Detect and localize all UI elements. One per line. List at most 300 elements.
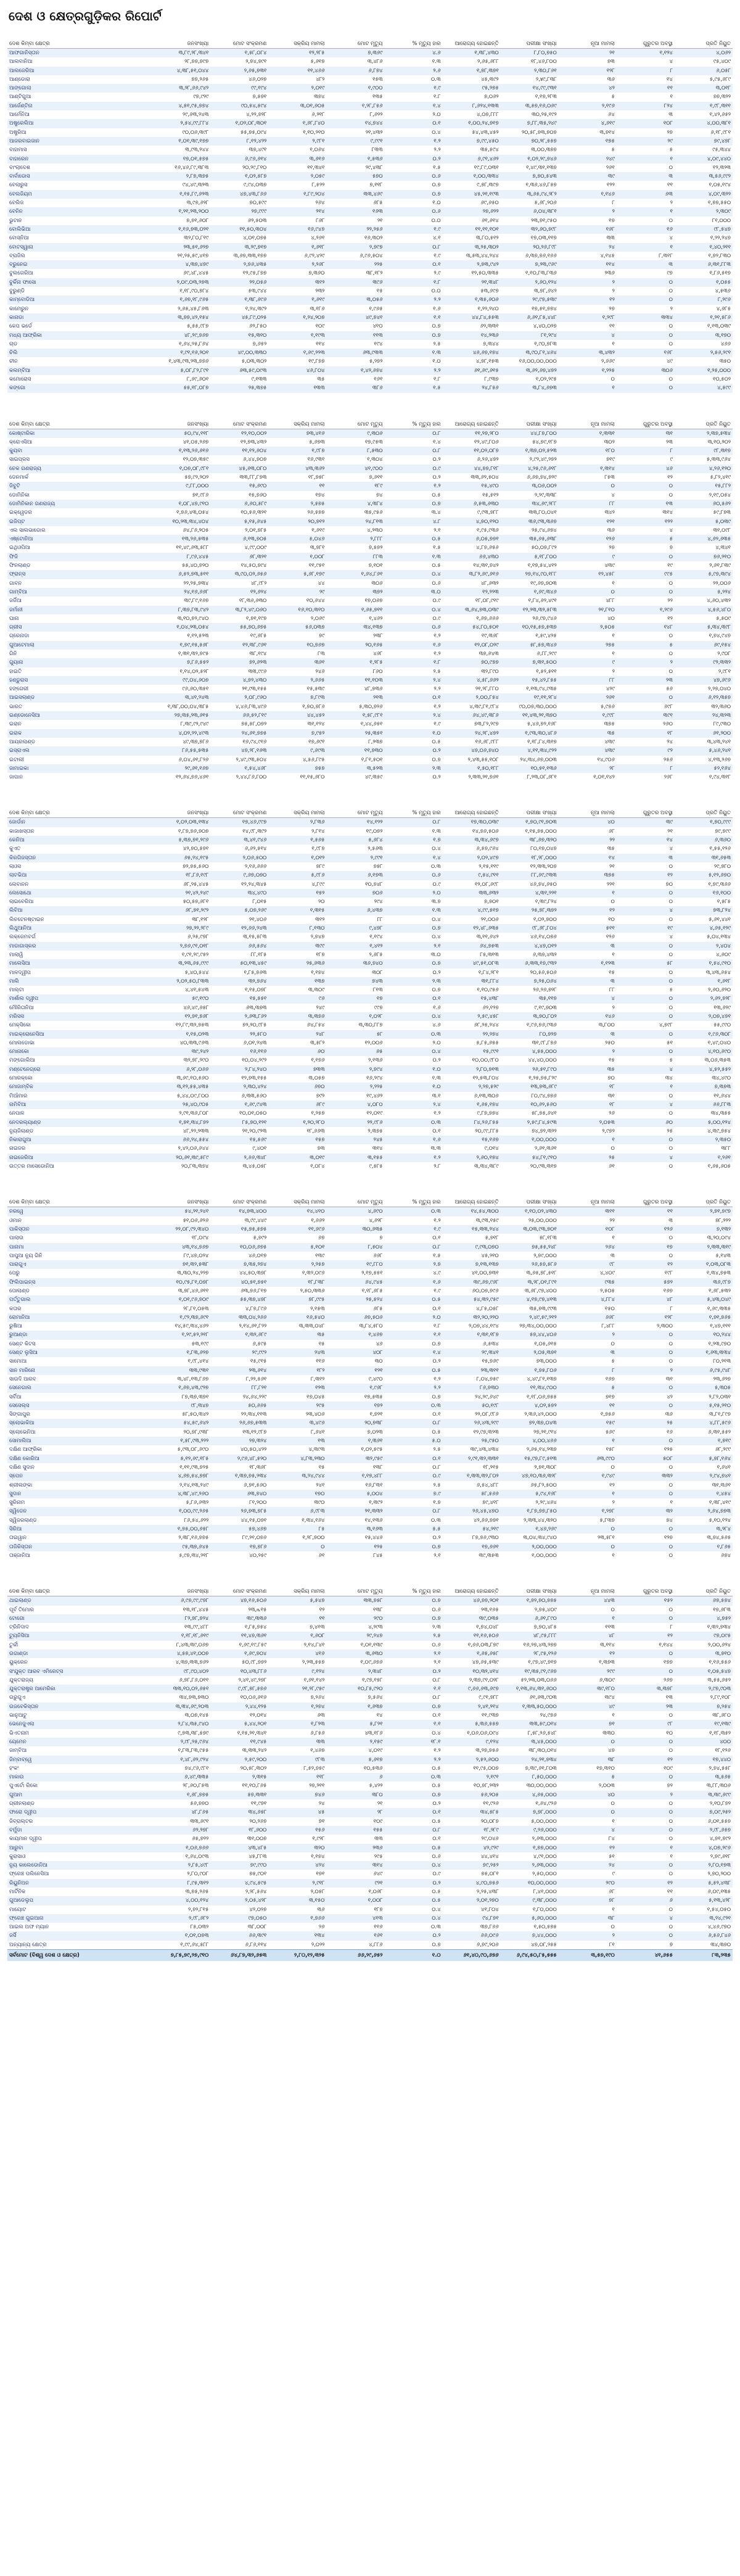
table-row[interactable] bbox=[7, 1092, 733, 1100]
table-row[interactable] bbox=[7, 1136, 733, 1144]
table-row[interactable] bbox=[7, 1047, 733, 1056]
table-row[interactable] bbox=[7, 1278, 733, 1287]
column-header[interactable]: ଦେଶ କିମ୍ବା କ୍ଷେତ୍ର bbox=[7, 799, 152, 818]
table-row[interactable] bbox=[7, 1799, 733, 1808]
table-row[interactable] bbox=[7, 1711, 733, 1720]
table-row[interactable] bbox=[7, 1162, 733, 1171]
column-header[interactable]: ପ୍ରତି ନିୟୁତ bbox=[675, 1188, 733, 1207]
table-row[interactable] bbox=[7, 447, 733, 455]
table-row[interactable] bbox=[7, 1808, 733, 1817]
table-row[interactable] bbox=[7, 146, 733, 154]
column-header[interactable]: ଦେଶ କିମ୍ବା କ୍ଷେତ୍ର bbox=[7, 410, 152, 429]
table-row[interactable] bbox=[7, 1056, 733, 1065]
table-row[interactable] bbox=[7, 1658, 733, 1667]
column-header[interactable]: ଗୁରୁତର ଅବସ୍ଥା bbox=[617, 410, 675, 429]
table-row[interactable] bbox=[7, 199, 733, 207]
table-row[interactable] bbox=[7, 1923, 733, 1931]
table-row[interactable] bbox=[7, 693, 733, 702]
column-header[interactable]: ନୂଆ ମାମଲା bbox=[559, 410, 617, 429]
table-row[interactable] bbox=[7, 1914, 733, 1923]
table-row[interactable] bbox=[7, 1931, 733, 1940]
table-row[interactable] bbox=[7, 1507, 733, 1516]
table-row[interactable] bbox=[7, 1393, 733, 1402]
table-row[interactable] bbox=[7, 1941, 733, 1950]
table-row[interactable] bbox=[7, 561, 733, 570]
table-row[interactable] bbox=[7, 623, 733, 632]
value-cell: ୧୦,୫୬,୩୨୧ bbox=[210, 508, 268, 517]
value-cell: ୧,୭୯,୩୬୬ bbox=[675, 880, 733, 889]
table-row[interactable] bbox=[7, 1844, 733, 1852]
column-header[interactable]: % ମୃତ୍ୟୁ ହାର bbox=[385, 1577, 443, 1596]
table-row[interactable] bbox=[7, 260, 733, 269]
table-row[interactable] bbox=[7, 1516, 733, 1525]
table-row[interactable] bbox=[7, 1896, 733, 1905]
table-row[interactable] bbox=[7, 871, 733, 880]
value-cell: ୩୫,୭୩,୯୯୩ bbox=[501, 1305, 559, 1313]
table-row[interactable] bbox=[7, 1109, 733, 1118]
table-row[interactable] bbox=[7, 1826, 733, 1835]
table-row[interactable] bbox=[7, 1225, 733, 1234]
value-cell: ୩,୨୦,୦୯୪ bbox=[675, 1234, 733, 1242]
table-row[interactable] bbox=[7, 827, 733, 836]
table-row[interactable] bbox=[7, 1525, 733, 1534]
table-row[interactable] bbox=[7, 1649, 733, 1658]
table-row[interactable] bbox=[7, 889, 733, 898]
table-row[interactable] bbox=[7, 473, 733, 482]
table-row[interactable] bbox=[7, 1100, 733, 1109]
value-cell: ୦ bbox=[617, 977, 675, 986]
column-header[interactable]: ଜନସଂଖ୍ୟା bbox=[152, 30, 210, 49]
table-row[interactable] bbox=[7, 1738, 733, 1746]
table-row[interactable] bbox=[7, 553, 733, 561]
table-row[interactable] bbox=[7, 1021, 733, 1030]
column-header[interactable]: ମୋଟ ମୃତ୍ୟୁ bbox=[326, 799, 384, 818]
table-row[interactable] bbox=[7, 535, 733, 543]
table-row[interactable] bbox=[7, 1693, 733, 1702]
table-row[interactable] bbox=[7, 959, 733, 968]
table-row[interactable] bbox=[7, 1596, 733, 1606]
table-row[interactable] bbox=[7, 482, 733, 490]
table-row[interactable] bbox=[7, 128, 733, 137]
table-row[interactable] bbox=[7, 1641, 733, 1649]
value-cell: ୩୩,୮୮,୮୭୩ bbox=[210, 473, 268, 482]
table-row[interactable] bbox=[7, 1154, 733, 1162]
table-row[interactable] bbox=[7, 764, 733, 773]
value-cell: ୩୮ bbox=[559, 1914, 617, 1923]
column-header[interactable]: % ମୃତ୍ୟୁ ହାର bbox=[385, 799, 443, 818]
table-row[interactable] bbox=[7, 1083, 733, 1091]
table-row[interactable] bbox=[7, 1481, 733, 1490]
column-header[interactable]: ନୂଆ ମାମଲା bbox=[559, 799, 617, 818]
table-row[interactable] bbox=[7, 1667, 733, 1676]
table-row[interactable] bbox=[7, 1905, 733, 1914]
column-header[interactable]: ମୋଟ ମୃତ୍ୟୁ bbox=[326, 30, 384, 49]
table-row[interactable] bbox=[7, 526, 733, 535]
table-row[interactable] bbox=[7, 1543, 733, 1551]
value-cell: ୪,୯୧,୦୦୦ bbox=[501, 1852, 559, 1861]
value-cell: ୫୦,୯୪,୧୧୮ bbox=[152, 429, 210, 438]
value-cell: ୬,୨୧୮ bbox=[268, 110, 326, 119]
table-row[interactable] bbox=[7, 1144, 733, 1153]
table-row[interactable] bbox=[7, 1252, 733, 1260]
table-row[interactable] bbox=[7, 942, 733, 951]
table-row[interactable] bbox=[7, 1428, 733, 1437]
table-row[interactable] bbox=[7, 1676, 733, 1685]
table-row[interactable] bbox=[7, 464, 733, 473]
column-header[interactable]: ଗୁରୁତର ଅବସ୍ଥା bbox=[617, 1577, 675, 1596]
value-cell: ୬୨,୧୨୭ bbox=[443, 1004, 501, 1012]
table-row[interactable] bbox=[7, 606, 733, 614]
table-row[interactable] bbox=[7, 172, 733, 181]
table-row[interactable] bbox=[7, 1234, 733, 1242]
table-row[interactable] bbox=[7, 1879, 733, 1888]
table-row[interactable] bbox=[7, 1366, 733, 1375]
value-cell: ୧.୮ bbox=[385, 1322, 443, 1331]
value-cell: ୩୧ bbox=[559, 1092, 617, 1100]
column-header[interactable]: ଜନସଂଖ୍ୟା bbox=[152, 1188, 210, 1207]
table-row[interactable] bbox=[7, 836, 733, 844]
value-cell: ୨,୬୬,୩୪୮ bbox=[210, 1154, 268, 1162]
table-row[interactable] bbox=[7, 49, 733, 58]
table-row[interactable] bbox=[7, 163, 733, 172]
table-row[interactable] bbox=[7, 1781, 733, 1790]
table-row[interactable] bbox=[7, 500, 733, 508]
table-row[interactable] bbox=[7, 1703, 733, 1711]
table-row[interactable] bbox=[7, 57, 733, 66]
table-row[interactable] bbox=[7, 243, 733, 252]
table-row[interactable] bbox=[7, 1498, 733, 1507]
value-cell: ୨୨,୦୫୬ bbox=[210, 278, 268, 287]
value-cell: ୪ bbox=[617, 57, 675, 66]
column-header[interactable]: ପ୍ରତି ନିୟୁତ bbox=[675, 799, 733, 818]
column-header[interactable]: ମୋଟ ସଂକ୍ରମଣ bbox=[210, 1188, 268, 1207]
table-row[interactable] bbox=[7, 67, 733, 75]
column-header[interactable]: ଆରୋଗ୍ୟ ହୋଇଛନ୍ତି bbox=[443, 1577, 501, 1596]
table-row[interactable] bbox=[7, 667, 733, 676]
value-cell: ୪,୪୭,୦୧୨ bbox=[501, 942, 559, 951]
table-row[interactable] bbox=[7, 340, 733, 349]
table-row[interactable] bbox=[7, 1012, 733, 1021]
table-row[interactable] bbox=[7, 155, 733, 163]
value-cell: ୬,୦୧,୫୫୭ bbox=[675, 1817, 733, 1826]
value-cell: ୫,୪୬,୨୪୧ bbox=[675, 746, 733, 755]
table-row[interactable] bbox=[7, 322, 733, 331]
value-cell: ୧,୧୨୪ bbox=[617, 49, 675, 58]
table-row[interactable] bbox=[7, 225, 733, 234]
column-header[interactable]: ପ୍ରତି ନିୟୁତ bbox=[675, 1577, 733, 1596]
table-row[interactable] bbox=[7, 738, 733, 746]
value-cell: ୪,୫୨,୫୫୨ bbox=[675, 1065, 733, 1074]
value-cell: ୩୫,୯୫୬ bbox=[326, 508, 384, 517]
value-cell: ୨,୭୪୭ bbox=[268, 933, 326, 941]
value-cell: ୧,୦୫୫ bbox=[675, 278, 733, 287]
value-cell: ୫୩,୧୯୯ bbox=[152, 1340, 210, 1348]
value-cell: ୨୧,୨୮,୯୫୯ bbox=[268, 1685, 326, 1693]
table-row[interactable] bbox=[7, 1305, 733, 1313]
table-row[interactable] bbox=[7, 1729, 733, 1738]
table-row[interactable] bbox=[7, 614, 733, 623]
table-row[interactable] bbox=[7, 102, 733, 110]
table-row[interactable] bbox=[7, 1269, 733, 1278]
table-row[interactable] bbox=[7, 854, 733, 862]
column-header[interactable]: ସକ୍ରିୟ ମାମଲା bbox=[268, 410, 326, 429]
table-row[interactable] bbox=[7, 1870, 733, 1878]
table-row[interactable] bbox=[7, 1260, 733, 1269]
table-row[interactable] bbox=[7, 207, 733, 216]
value-cell: ୧୦,୮୫,୯୨୦ bbox=[326, 1685, 384, 1693]
table-row[interactable] bbox=[7, 1551, 733, 1560]
column-header[interactable]: ପ୍ରତି ନିୟୁତ bbox=[675, 410, 733, 429]
table-row[interactable] bbox=[7, 1118, 733, 1127]
table-row[interactable] bbox=[7, 1348, 733, 1357]
table-row[interactable] bbox=[7, 1720, 733, 1728]
table-row[interactable] bbox=[7, 110, 733, 119]
table-row[interactable] bbox=[7, 518, 733, 526]
column-header[interactable]: ଦେଶ କିମ୍ବା କ୍ଷେତ୍ର bbox=[7, 1577, 152, 1596]
table-row[interactable] bbox=[7, 1127, 733, 1136]
table-row[interactable] bbox=[7, 508, 733, 517]
total-label: ସର୍ବମୋଟ (ବିଶ୍ୱ ଦେଶ ଓ କ୍ଷେତ୍ର) bbox=[7, 1950, 152, 1962]
table-row[interactable] bbox=[7, 1888, 733, 1896]
country-name-cell: ଗୁୟାନା bbox=[7, 658, 152, 667]
value-cell: ୪୦ bbox=[559, 614, 617, 623]
country-name-cell: କିରଗିଜସ୍ତାନ bbox=[7, 854, 152, 862]
table-row[interactable] bbox=[7, 915, 733, 924]
column-header[interactable]: ଜନସଂଖ୍ୟା bbox=[152, 410, 210, 429]
table-row[interactable] bbox=[7, 746, 733, 755]
value-cell: ୦.୧ bbox=[385, 119, 443, 128]
column-header[interactable]: ମୋଟ ସଂକ୍ରମଣ bbox=[210, 799, 268, 818]
value-cell: ୯୯୫ bbox=[617, 570, 675, 579]
table-row[interactable] bbox=[7, 1685, 733, 1693]
value-cell: ୧,୧୭୪ bbox=[268, 968, 326, 977]
table-row[interactable] bbox=[7, 1817, 733, 1826]
table-row[interactable] bbox=[7, 1614, 733, 1623]
table-row[interactable] bbox=[7, 366, 733, 375]
column-header[interactable]: ଆରୋଗ୍ୟ ହୋଇଛନ୍ତି bbox=[443, 799, 501, 818]
table-row[interactable] bbox=[7, 137, 733, 146]
table-row[interactable] bbox=[7, 1791, 733, 1799]
table-row[interactable] bbox=[7, 1490, 733, 1498]
table-row[interactable] bbox=[7, 658, 733, 667]
table-row[interactable] bbox=[7, 1455, 733, 1463]
table-row[interactable] bbox=[7, 1074, 733, 1083]
table-row[interactable] bbox=[7, 1756, 733, 1764]
table-row[interactable] bbox=[7, 880, 733, 889]
table-row[interactable] bbox=[7, 543, 733, 552]
column-header[interactable]: ପରୀକ୍ଷା ସଂଖ୍ୟା bbox=[501, 410, 559, 429]
column-header[interactable]: ମୋଟ ସଂକ୍ରମଣ bbox=[210, 1577, 268, 1596]
table-row[interactable] bbox=[7, 1331, 733, 1339]
table-row[interactable] bbox=[7, 1773, 733, 1781]
table-row[interactable] bbox=[7, 994, 733, 1003]
column-header[interactable]: ସକ୍ରିୟ ମାମଲା bbox=[268, 799, 326, 818]
value-cell: ୨.୮ bbox=[385, 1162, 443, 1171]
table-row[interactable] bbox=[7, 650, 733, 658]
table-row[interactable] bbox=[7, 1764, 733, 1773]
table-row[interactable] bbox=[7, 1472, 733, 1480]
table-row[interactable] bbox=[7, 287, 733, 295]
table-row[interactable] bbox=[7, 1463, 733, 1472]
table-row[interactable] bbox=[7, 438, 733, 447]
column-header[interactable]: ପରୀକ୍ଷା ସଂଖ୍ୟା bbox=[501, 30, 559, 49]
column-header[interactable]: ନୂଆ ମାମଲା bbox=[559, 1188, 617, 1207]
table-row[interactable] bbox=[7, 313, 733, 322]
table-row[interactable] bbox=[7, 75, 733, 84]
table-row[interactable] bbox=[7, 1402, 733, 1410]
table-row[interactable] bbox=[7, 1419, 733, 1427]
column-header[interactable]: ଆରୋଗ୍ୟ ହୋଇଛନ୍ତି bbox=[443, 1188, 501, 1207]
table-row[interactable] bbox=[7, 1375, 733, 1384]
table-row[interactable] bbox=[7, 1216, 733, 1225]
table-row[interactable] bbox=[7, 357, 733, 366]
column-header[interactable]: ନୂଆ ମାମଲା bbox=[559, 30, 617, 49]
value-cell: ୧,୬୬,୦୩,୮୭୯ bbox=[443, 1641, 501, 1649]
value-cell: ୫,୬୮,୧୭୯ bbox=[268, 570, 326, 579]
table-row[interactable] bbox=[7, 491, 733, 500]
column-header[interactable]: ମୋଟ ସଂକ୍ରମଣ bbox=[210, 30, 268, 49]
column-header[interactable]: ମୋଟ ମୃତ୍ୟୁ bbox=[326, 410, 384, 429]
table-row[interactable] bbox=[7, 641, 733, 650]
table-row[interactable] bbox=[7, 579, 733, 588]
table-row[interactable] bbox=[7, 898, 733, 906]
table-row[interactable] bbox=[7, 720, 733, 729]
column-header[interactable]: % ମୃତ୍ୟୁ ହାର bbox=[385, 1188, 443, 1207]
table-row[interactable] bbox=[7, 84, 733, 93]
table-row[interactable] bbox=[7, 1861, 733, 1870]
table-row[interactable] bbox=[7, 711, 733, 720]
column-header[interactable]: ଗୁରୁତର ଅବସ୍ଥା bbox=[617, 799, 675, 818]
table-row[interactable] bbox=[7, 1287, 733, 1295]
table-row[interactable] bbox=[7, 1835, 733, 1843]
column-header[interactable]: ଦେଶ କିମ୍ବା କ୍ଷେତ୍ର bbox=[7, 30, 152, 49]
table-row[interactable] bbox=[7, 234, 733, 242]
table-row[interactable] bbox=[7, 1207, 733, 1216]
value-cell: ୫୮,୫୦,୩୪୨ bbox=[152, 1410, 210, 1419]
table-row[interactable] bbox=[7, 818, 733, 827]
table-row[interactable] bbox=[7, 729, 733, 738]
table-row[interactable] bbox=[7, 349, 733, 357]
table-row[interactable] bbox=[7, 190, 733, 199]
table-row[interactable] bbox=[7, 968, 733, 977]
value-cell: ୮୧ bbox=[559, 1941, 617, 1950]
column-header[interactable]: ମୋଟ ମୃତ୍ୟୁ bbox=[326, 1577, 384, 1596]
table-row[interactable] bbox=[7, 676, 733, 685]
table-row[interactable] bbox=[7, 1039, 733, 1047]
table-row[interactable] bbox=[7, 977, 733, 986]
column-header[interactable]: % ମୃତ୍ୟୁ ହାର bbox=[385, 410, 443, 429]
column-header[interactable]: ପ୍ରତି ନିୟୁତ bbox=[675, 30, 733, 49]
column-header[interactable]: ପରୀକ୍ଷା ସଂଖ୍ୟା bbox=[501, 1188, 559, 1207]
table-row[interactable] bbox=[7, 862, 733, 871]
value-cell: ୦.୫ bbox=[385, 491, 443, 500]
table-row[interactable] bbox=[7, 588, 733, 597]
column-header[interactable]: ଗୁରୁତର ଅବସ୍ଥା bbox=[617, 30, 675, 49]
column-header[interactable]: ପରୀକ୍ଷା ସଂଖ୍ୟା bbox=[501, 799, 559, 818]
table-row[interactable] bbox=[7, 1623, 733, 1632]
table-row[interactable] bbox=[7, 252, 733, 260]
table-row[interactable] bbox=[7, 906, 733, 915]
table-row[interactable] bbox=[7, 1065, 733, 1074]
value-cell: ୧.୯ bbox=[385, 1287, 443, 1295]
table-row[interactable] bbox=[7, 1340, 733, 1348]
column-header[interactable]: ଆରୋଗ୍ୟ ହୋଇଛନ୍ତି bbox=[443, 30, 501, 49]
table-row[interactable] bbox=[7, 951, 733, 959]
table-row[interactable] bbox=[7, 269, 733, 278]
table-row[interactable] bbox=[7, 1606, 733, 1614]
table-row[interactable] bbox=[7, 1295, 733, 1304]
column-header[interactable]: ନୂଆ ମାମଲା bbox=[559, 1577, 617, 1596]
column-header[interactable]: ସକ୍ରିୟ ମାମଲା bbox=[268, 30, 326, 49]
table-row[interactable] bbox=[7, 429, 733, 438]
table-row[interactable] bbox=[7, 455, 733, 464]
table-row[interactable] bbox=[7, 181, 733, 189]
table-row[interactable] bbox=[7, 756, 733, 764]
table-row[interactable] bbox=[7, 1445, 733, 1454]
table-row[interactable] bbox=[7, 703, 733, 711]
table-row[interactable] bbox=[7, 924, 733, 933]
table-row[interactable] bbox=[7, 1410, 733, 1419]
table-row[interactable] bbox=[7, 93, 733, 101]
table-row[interactable] bbox=[7, 1004, 733, 1012]
column-header[interactable]: ମୋଟ ମୃତ୍ୟୁ bbox=[326, 1188, 384, 1207]
column-header[interactable]: ଦେଶ କିମ୍ବା କ୍ଷେତ୍ର bbox=[7, 1188, 152, 1207]
table-row[interactable] bbox=[7, 773, 733, 782]
table-row[interactable] bbox=[7, 217, 733, 225]
country-name-cell: ବୁରୁଣ୍ଡି bbox=[7, 287, 152, 295]
table-row[interactable] bbox=[7, 1313, 733, 1322]
table-row[interactable] bbox=[7, 570, 733, 579]
table-row[interactable] bbox=[7, 632, 733, 640]
table-row[interactable] bbox=[7, 1534, 733, 1542]
column-header[interactable]: ଆରୋଗ୍ୟ ହୋଇଛନ୍ତି bbox=[443, 410, 501, 429]
table-row[interactable] bbox=[7, 986, 733, 994]
table-row[interactable] bbox=[7, 1357, 733, 1366]
table-row[interactable] bbox=[7, 1243, 733, 1252]
table-row[interactable] bbox=[7, 1746, 733, 1755]
column-header[interactable]: % ମୃତ୍ୟୁ ହାର bbox=[385, 30, 443, 49]
table-row[interactable] bbox=[7, 384, 733, 392]
table-row[interactable] bbox=[7, 375, 733, 384]
table-row[interactable] bbox=[7, 1632, 733, 1640]
column-header[interactable]: ଜନସଂଖ୍ୟା bbox=[152, 1577, 210, 1596]
country-name-cell: କଙ୍ଗୋ bbox=[7, 384, 152, 392]
table-row[interactable] bbox=[7, 844, 733, 853]
table-row[interactable] bbox=[7, 295, 733, 304]
value-cell: ୦.୬ bbox=[385, 1606, 443, 1614]
table-row[interactable] bbox=[7, 278, 733, 287]
column-header[interactable]: ଗୁରୁତର ଅବସ୍ଥା bbox=[617, 1188, 675, 1207]
table-row[interactable] bbox=[7, 685, 733, 693]
table-row[interactable] bbox=[7, 1030, 733, 1039]
column-header[interactable]: ମୋଟ ସଂକ୍ରମଣ bbox=[210, 410, 268, 429]
table-row[interactable] bbox=[7, 1437, 733, 1445]
column-header[interactable]: ପରୀକ୍ଷା ସଂଖ୍ୟା bbox=[501, 1577, 559, 1596]
value-cell: ୩,୬୩୦ bbox=[326, 1649, 384, 1658]
column-header[interactable]: ସକ୍ରିୟ ମାମଲା bbox=[268, 1188, 326, 1207]
value-cell: ୩୯,୦୩୫ bbox=[443, 1614, 501, 1623]
table-row[interactable] bbox=[7, 331, 733, 340]
table-row[interactable] bbox=[7, 1322, 733, 1331]
column-header[interactable]: ସକ୍ରିୟ ମାମଲା bbox=[268, 1577, 326, 1596]
table-row[interactable] bbox=[7, 305, 733, 313]
table-row[interactable] bbox=[7, 1852, 733, 1861]
column-header[interactable]: ଜନସଂଖ୍ୟା bbox=[152, 799, 210, 818]
table-row[interactable] bbox=[7, 597, 733, 605]
table-row[interactable] bbox=[7, 1384, 733, 1392]
table-row[interactable] bbox=[7, 119, 733, 128]
table-row[interactable] bbox=[7, 933, 733, 941]
